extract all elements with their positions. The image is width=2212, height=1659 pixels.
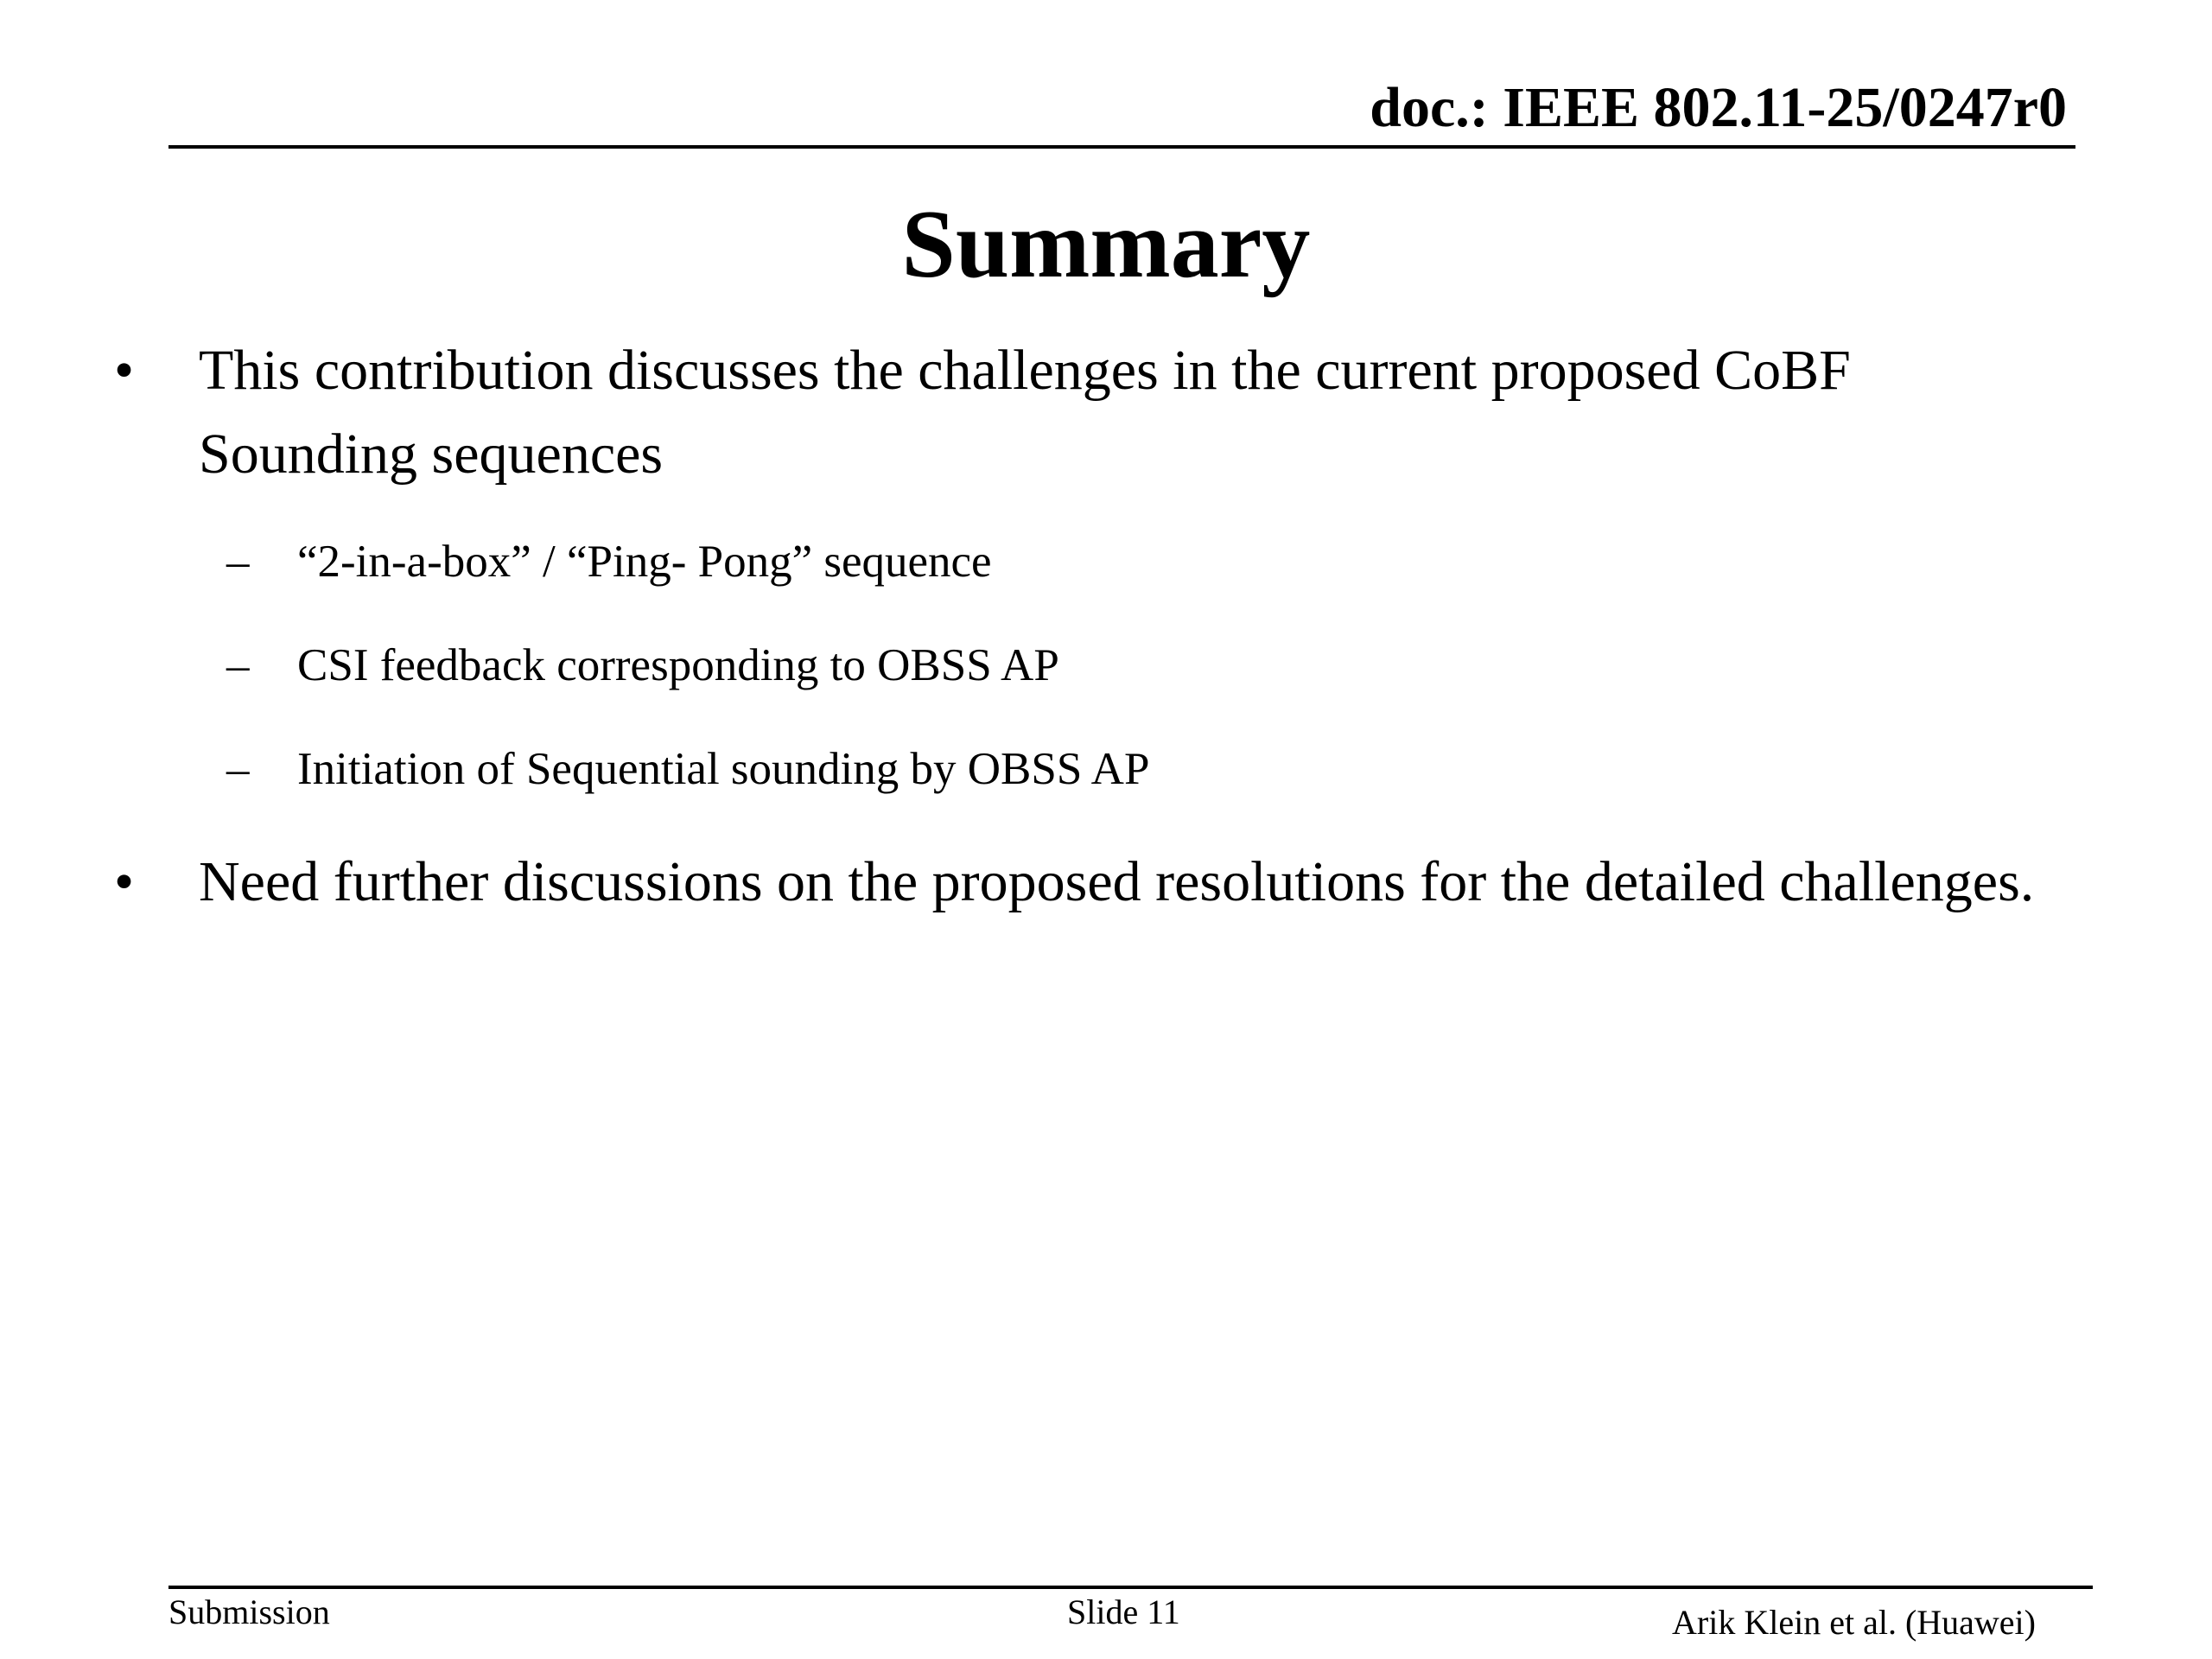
- footer-divider: [168, 1586, 2093, 1589]
- footer-submission: Submission: [168, 1592, 330, 1631]
- dash-marker: –: [226, 537, 250, 587]
- bullet-text: This contribution discusses the challenges in the current proposed CoBF Sounding sequences: [199, 339, 1851, 486]
- footer-author: Arik Klein et al. (Huawei): [1672, 1603, 2036, 1642]
- sub-bullet-text: CSI feedback corresponding to OBSS AP: [297, 640, 1059, 690]
- header-divider: [168, 145, 2075, 149]
- bullet-text: Need further discussions on the proposed resolutions for the detailed challenges.: [199, 850, 2035, 913]
- document-reference: doc.: IEEE 802.11-25/0247r0: [1370, 76, 2067, 139]
- dash-marker: –: [226, 744, 250, 794]
- dash-marker: –: [226, 640, 250, 690]
- footer-slide-number: Slide 11: [1067, 1592, 1180, 1631]
- bullet-marker: •: [114, 850, 135, 913]
- sub-bullet-text: Initiation of Sequential sounding by OBSS AP: [297, 744, 1150, 794]
- sub-bullet-text: “2-in-a-box” / “Ping- Pong” sequence: [297, 537, 992, 587]
- bullet-marker: •: [114, 339, 135, 402]
- slide-title: Summary: [901, 191, 1311, 298]
